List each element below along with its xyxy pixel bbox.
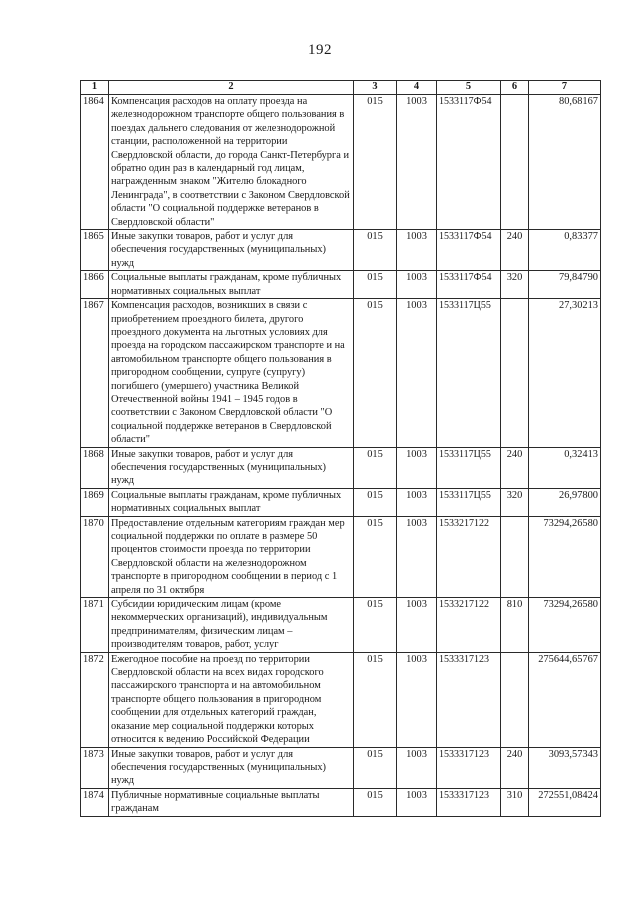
row-amount: 272551,08424 [529, 788, 601, 816]
row-description: Социальные выплаты гражданам, кроме публичных нормативных социальных выплат [109, 488, 354, 516]
row-description: Предоставление отдельным категориям граждан мер социальной поддержки по оплате в размере 50 процентов стоимости проезда по территории Свердловской области на железнодорожном транспорте в пригородном сообщении в период с 1 апреля по 31 октября [109, 516, 354, 597]
header-col-4: 4 [397, 81, 437, 95]
row-description: Иные закупки товаров, работ и услуг для обеспечения государственных (муниципальных) нужд [109, 747, 354, 788]
page-number: 192 [308, 42, 332, 58]
row-section-code: 1003 [397, 488, 437, 516]
row-target-article: 1533317123 [437, 652, 501, 747]
row-amount: 73294,26580 [529, 598, 601, 653]
header-col-2: 2 [109, 81, 354, 95]
header-row [81, 81, 601, 95]
row-amount: 0,32413 [529, 447, 601, 488]
table-row [81, 598, 601, 653]
row-number: 1866 [81, 271, 109, 299]
row-description: Иные закупки товаров, работ и услуг для обеспечения государственных (муниципальных) нужд [109, 230, 354, 271]
row-section-code: 1003 [397, 788, 437, 816]
row-number: 1873 [81, 747, 109, 788]
row-section-code: 1003 [397, 598, 437, 653]
table-row [81, 447, 601, 488]
row-description: Публичные нормативные социальные выплаты гражданам [109, 788, 354, 816]
row-description: Компенсация расходов на оплату проезда на железнодорожном транспорте общего пользования в поездах дальнего следования от железнодорожной станции, расположенной на территории Свердловской области, до города Санкт-Петербурга и обратно один раз в календарный год лицам, награжденным знаком "Жителю блокадного Ленинграда", в соответствии с Законом Свердловской области "О социальной поддержке ветеранов в Свердловской области" [109, 95, 354, 230]
row-chapter-code: 015 [354, 652, 397, 747]
row-number: 1869 [81, 488, 109, 516]
header-col-6: 6 [501, 81, 529, 95]
row-target-article: 1533117Ц55 [437, 447, 501, 488]
row-number: 1874 [81, 788, 109, 816]
row-chapter-code: 015 [354, 230, 397, 271]
row-number: 1865 [81, 230, 109, 271]
header-col-5: 5 [437, 81, 501, 95]
row-target-article: 1533317123 [437, 747, 501, 788]
row-expense-type: 240 [501, 747, 529, 788]
row-amount: 27,30213 [529, 299, 601, 447]
row-chapter-code: 015 [354, 488, 397, 516]
row-description: Субсидии юридическим лицам (кроме некоммерческих организаций), индивидуальным предпринимателям, физическим лицам – производителям товаров, работ, услуг [109, 598, 354, 653]
table-row [81, 488, 601, 516]
row-amount: 275644,65767 [529, 652, 601, 747]
table-row [81, 299, 601, 447]
row-number: 1864 [81, 95, 109, 230]
row-expense-type [501, 516, 529, 597]
row-target-article: 1533117Ф54 [437, 95, 501, 230]
row-section-code: 1003 [397, 299, 437, 447]
row-section-code: 1003 [397, 747, 437, 788]
row-chapter-code: 015 [354, 788, 397, 816]
row-target-article: 1533117Ц55 [437, 488, 501, 516]
table-row [81, 95, 601, 230]
row-amount: 73294,26580 [529, 516, 601, 597]
row-amount: 3093,57343 [529, 747, 601, 788]
row-chapter-code: 015 [354, 95, 397, 230]
row-section-code: 1003 [397, 230, 437, 271]
row-target-article: 1533317123 [437, 788, 501, 816]
row-section-code: 1003 [397, 516, 437, 597]
row-chapter-code: 015 [354, 299, 397, 447]
table-row [81, 788, 601, 816]
row-target-article: 1533117Ф54 [437, 271, 501, 299]
row-expense-type [501, 652, 529, 747]
row-amount: 0,83377 [529, 230, 601, 271]
table-row [81, 230, 601, 271]
table-row [81, 516, 601, 597]
row-description: Социальные выплаты гражданам, кроме публичных нормативных социальных выплат [109, 271, 354, 299]
row-chapter-code: 015 [354, 271, 397, 299]
row-amount: 79,84790 [529, 271, 601, 299]
row-section-code: 1003 [397, 95, 437, 230]
table-row [81, 271, 601, 299]
row-target-article: 1533117Ф54 [437, 230, 501, 271]
table-row [81, 652, 601, 747]
row-number: 1872 [81, 652, 109, 747]
row-description: Иные закупки товаров, работ и услуг для обеспечения государственных (муниципальных) нужд [109, 447, 354, 488]
row-target-article: 1533217122 [437, 598, 501, 653]
row-expense-type [501, 299, 529, 447]
row-expense-type: 320 [501, 271, 529, 299]
header-col-1: 1 [81, 81, 109, 95]
row-chapter-code: 015 [354, 598, 397, 653]
row-number: 1870 [81, 516, 109, 597]
row-number: 1871 [81, 598, 109, 653]
row-expense-type: 240 [501, 230, 529, 271]
row-chapter-code: 015 [354, 447, 397, 488]
table-row [81, 747, 601, 788]
row-section-code: 1003 [397, 447, 437, 488]
row-target-article: 1533117Ц55 [437, 299, 501, 447]
row-description: Ежегодное пособие на проезд по территории Свердловской области на всех видах городского пассажирского транспорта и на автомобильном транспорте общего пользования в пригородном сообщении для отдельных категорий граждан, оказание мер социальной поддержки которых относится к ведению Российской Федерации [109, 652, 354, 747]
header-col-3: 3 [354, 81, 397, 95]
row-target-article: 1533217122 [437, 516, 501, 597]
row-expense-type [501, 95, 529, 230]
row-description: Компенсация расходов, возникших в связи с приобретением проездного билета, другого проездного документа на льготных условиях для проезда на городском пассажирском транспорте и на автомобильном транспорте общего пользования в пригородном сообщении, супруге (супругу) погибшего (умершего) участника Великой Отечественной войны 1941 – 1945 годов в соответствии с Законом Свердловской области "О социальной поддержке ветеранов в Свердловской области" [109, 299, 354, 447]
row-chapter-code: 015 [354, 747, 397, 788]
row-expense-type: 810 [501, 598, 529, 653]
header-col-7: 7 [529, 81, 601, 95]
row-expense-type: 310 [501, 788, 529, 816]
row-amount: 26,97800 [529, 488, 601, 516]
row-section-code: 1003 [397, 271, 437, 299]
row-number: 1868 [81, 447, 109, 488]
row-expense-type: 320 [501, 488, 529, 516]
row-amount: 80,68167 [529, 95, 601, 230]
table-body [81, 95, 601, 817]
row-expense-type: 240 [501, 447, 529, 488]
row-chapter-code: 015 [354, 516, 397, 597]
row-section-code: 1003 [397, 652, 437, 747]
row-number: 1867 [81, 299, 109, 447]
budget-table [80, 80, 601, 817]
